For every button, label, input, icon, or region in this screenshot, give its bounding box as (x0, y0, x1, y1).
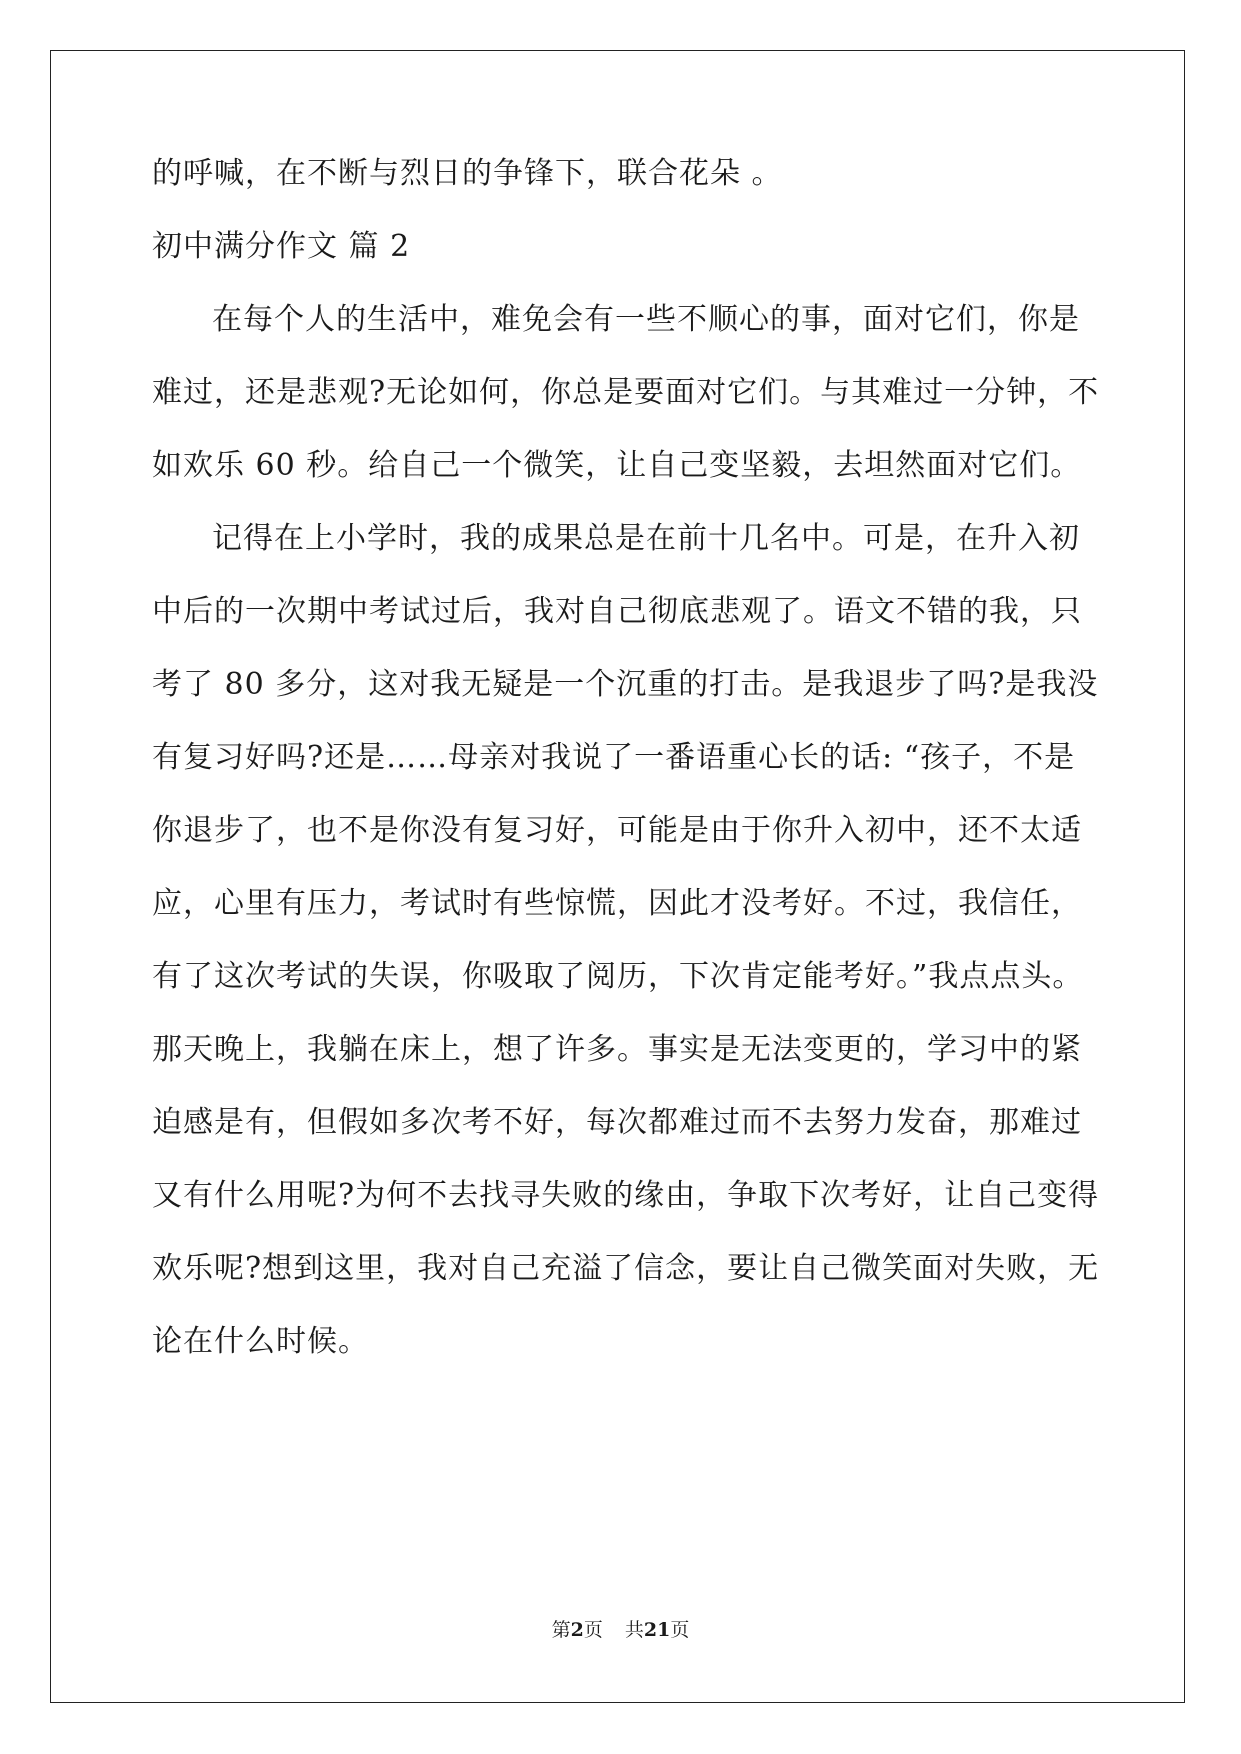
paragraph-2-line: 应，心里有压力，考试时有些惊慌，因此才没考好。不过，我信任， (152, 886, 1082, 921)
paragraph-2-line: 论在什么时候。 (152, 1324, 369, 1359)
paragraph-2-line: 你退步了，也不是你没有复习好，可能是由于你升入初中，还不太适 (152, 813, 1082, 848)
paragraph-2-line: 欢乐呢?想到这里，我对自己充溢了信念，要让自己微笑面对失败，无 (152, 1251, 1100, 1286)
paragraph-2-line: 考了 80 多分，这对我无疑是一个沉重的打击。是我退步了吗?是我没 (152, 667, 1099, 702)
paragraph-2-line: 那天晚上，我躺在床上，想了许多。事实是无法变更的，学习中的紧 (152, 1032, 1082, 1067)
total-pages: 21 (643, 1619, 671, 1641)
paragraph-2-line: 又有什么用呢?为何不去找寻失败的缘由，争取下次考好，让自己变得 (152, 1178, 1100, 1213)
paragraph-2-line: 记得在上小学时，我的成果总是在前十几名中。可是，在升入初 (212, 521, 1080, 556)
total-suffix: 页 (670, 1619, 690, 1641)
text-line: 的呼喊，在不断与烈日的争锋下，联合花朵 。 (152, 156, 783, 191)
total-prefix: 共 (624, 1619, 644, 1641)
page-number: 2 (570, 1619, 584, 1641)
paragraph-2-line: 有复习好吗?还是……母亲对我说了一番语重心长的话: “孩子，不是 (152, 740, 1076, 775)
paragraph-1-line: 难过，还是悲观?无论如何，你总是要面对它们。与其难过一分钟，不 (152, 375, 1100, 410)
paragraph-1-line: 在每个人的生活中，难免会有一些不顺心的事，面对它们，你是 (212, 302, 1080, 337)
page-border (50, 50, 1185, 1703)
page-suffix: 页 (583, 1619, 603, 1641)
page-prefix: 第 (551, 1619, 571, 1641)
section-heading: 初中满分作文 篇 2 (152, 229, 411, 264)
paragraph-2-line: 有了这次考试的失误，你吸取了阅历，下次肯定能考好。”我点点头。 (152, 959, 1084, 994)
page-footer (0, 1618, 1241, 1642)
paragraph-2-line: 迫感是有，但假如多次考不好，每次都难过而不去努力发奋，那难过 (152, 1105, 1082, 1140)
paragraph-1-line: 如欢乐 60 秒。给自己一个微笑，让自己变坚毅，去坦然面对它们。 (152, 448, 1082, 483)
paragraph-2-line: 中后的一次期中考试过后，我对自己彻底悲观了。语文不错的我，只 (152, 594, 1082, 629)
